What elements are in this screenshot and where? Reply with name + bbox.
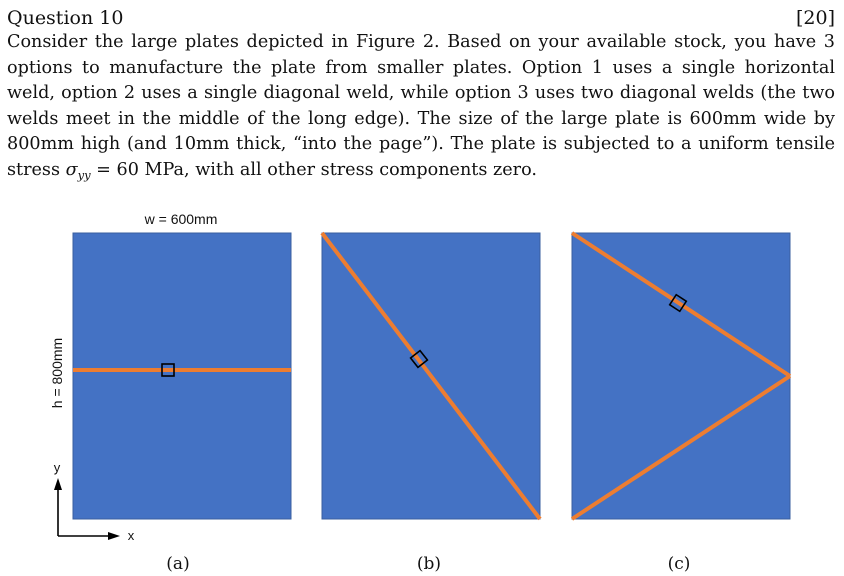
question-title: Question 10 (7, 7, 124, 29)
question-marks: [20] (795, 7, 835, 29)
caption-c: (c) (667, 554, 691, 574)
stress-symbol: σ (65, 159, 78, 180)
plate-a (73, 233, 291, 519)
plate-b (322, 233, 540, 519)
plate-c (572, 233, 790, 519)
caption-b: (b) (416, 554, 442, 574)
width-label: w = 600mm (144, 211, 218, 227)
caption-a: (a) (166, 554, 190, 574)
x-axis-arrowhead (108, 532, 120, 540)
y-axis-label: y (53, 460, 61, 475)
plate-a-body (73, 233, 291, 519)
question-text-end: = 60 MPa, with all other stress components zero. (90, 159, 537, 180)
y-axis-arrowhead (54, 478, 62, 490)
height-label: h = 800mm (49, 337, 65, 409)
stress-subscript: yy (77, 167, 91, 182)
question-text-main: Consider the large plates depicted in Figure 2. Based on your available stock, you have 3 options to manufacture the plate from smaller plates. Option 1 uses a single horizontal weld, option 2 uses a single diagonal weld, while option 3 uses two diagonal welds (the two welds meet in the middle of the long edge). The size of the large plate is 600mm wide by 800mm high (and 10mm thick, “into the page”). The plate is subjected to a uniform tensile stress (7, 32, 835, 180)
plate-c-body (572, 233, 790, 519)
x-axis-label: x (127, 528, 135, 543)
